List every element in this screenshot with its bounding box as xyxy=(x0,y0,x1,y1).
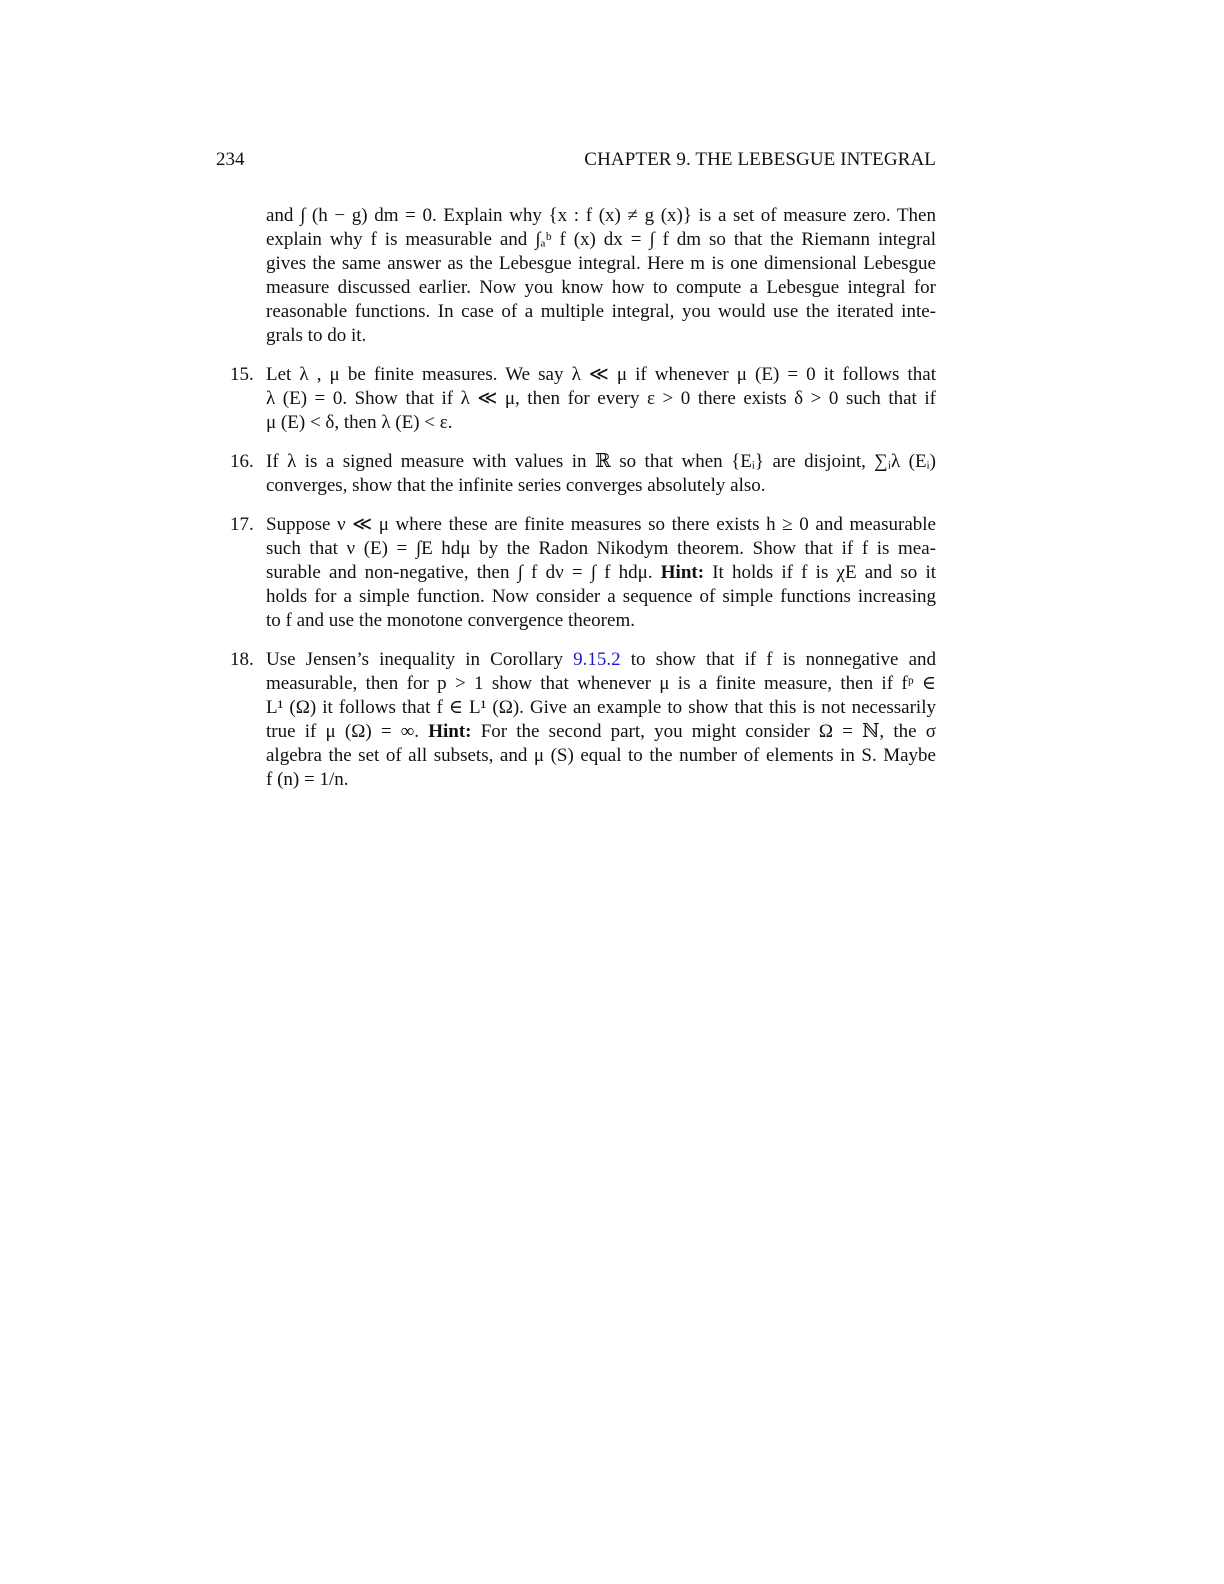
text-line: μ (E) < δ, then λ (E) < ε. xyxy=(266,412,453,433)
exercise-15 xyxy=(230,363,936,435)
text-line: gives the same answer as the Lebesgue integral. Here m is one dimensional Lebesgue xyxy=(266,253,936,274)
page-number: 234 xyxy=(216,149,245,170)
text-line: to f and use the monotone convergence theorem. xyxy=(266,610,635,631)
text-line: explain why f is measurable and ∫ₐᵇ f (x) dx = ∫ f dm so that the Riemann integral xyxy=(266,229,936,250)
exercise-number: 16. xyxy=(230,451,254,472)
text-line: reasonable functions. In case of a multiple integral, you would use the iterated inte- xyxy=(266,301,936,322)
text-line: f (n) = 1/n. xyxy=(266,769,349,790)
text-fragment: surable and non-negative, then ∫ f dν = ∫ f hdμ. xyxy=(266,562,653,583)
text-line: grals to do it. xyxy=(266,325,367,346)
text-line: measurable, then for p > 1 show that whenever μ is a finite measure, then if fᵖ ∈ xyxy=(266,673,936,694)
text-line: If λ is a signed measure with values in ℝ so that when {Eᵢ} are disjoint, ∑ᵢλ (Eᵢ) xyxy=(266,451,936,472)
exercise-17 xyxy=(230,513,936,633)
hint-label: Hint: xyxy=(660,562,705,583)
text-line: measure discussed earlier. Now you know how to compute a Lebesgue integral for xyxy=(266,277,936,298)
text-line: and ∫ (h − g) dm = 0. Explain why {x : f (x) ≠ g (x)} is a set of measure zero. Then xyxy=(266,205,936,226)
text-line-with-link xyxy=(266,648,936,672)
text-line: such that ν (E) = ∫E hdμ by the Radon Nikodym theorem. Show that if f is mea- xyxy=(266,538,936,559)
text-fragment: true if μ (Ω) = ∞. xyxy=(266,721,420,742)
text-line: algebra the set of all subsets, and μ (S) equal to the number of elements in S. Maybe xyxy=(266,745,936,766)
text-line: Let λ , μ be finite measures. We say λ ≪ μ if whenever μ (E) = 0 it follows that xyxy=(266,364,936,385)
text-line: converges, show that the infinite series converges absolutely also. xyxy=(266,475,766,496)
exercise-16 xyxy=(230,450,936,498)
exercise-number: 18. xyxy=(230,649,254,670)
exercise-text xyxy=(230,204,937,792)
hint-label: Hint: xyxy=(428,721,472,742)
text-fragment: Use Jensen’s inequality in Corollary xyxy=(266,649,563,670)
text-fragment: For the second part, you might consider Ω = ℕ, the σ xyxy=(480,721,937,742)
continued-exercise xyxy=(266,204,936,348)
text-fragment: It holds if f is χE and so it xyxy=(712,562,936,583)
text-fragment: to show that if f is nonnegative and xyxy=(630,649,937,670)
exercise-18 xyxy=(230,648,937,792)
text-line-with-hint xyxy=(266,561,936,585)
exercise-number: 17. xyxy=(230,514,254,535)
chapter-title: CHAPTER 9. THE LEBESGUE INTEGRAL xyxy=(584,149,936,170)
text-line: λ (E) = 0. Show that if λ ≪ μ, then for every ε > 0 there exists δ > 0 such that if xyxy=(266,388,936,409)
text-line-with-hint xyxy=(266,720,936,744)
text-line: holds for a simple function. Now consider a sequence of simple functions increasing xyxy=(266,586,936,607)
text-line: Suppose ν ≪ μ where these are finite measures so there exists h ≥ 0 and measurable xyxy=(266,514,936,535)
text-line: L¹ (Ω) it follows that f ∈ L¹ (Ω). Give an example to show that this is not necessarily xyxy=(266,697,936,718)
exercise-number: 15. xyxy=(230,364,254,385)
corollary-link[interactable]: 9.15.2 xyxy=(573,649,621,670)
